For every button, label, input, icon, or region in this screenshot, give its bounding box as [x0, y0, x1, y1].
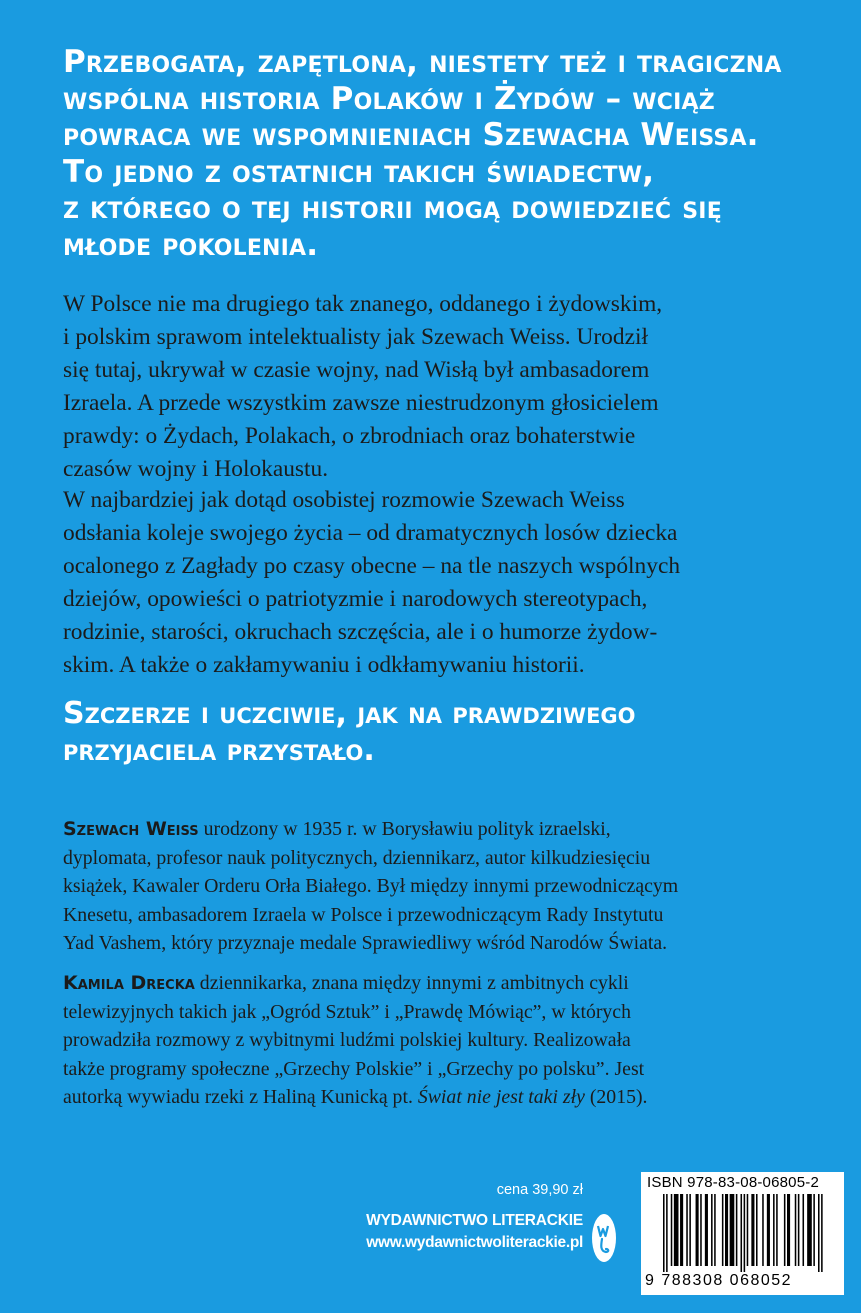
barcode-bar [736, 1194, 738, 1266]
isbn-barcode [641, 1172, 844, 1295]
barcode-bar [803, 1194, 805, 1266]
barcode-bar [705, 1194, 708, 1266]
bio-text: dziennikarka, znana między innymi z ambitnych cykli [194, 972, 629, 994]
author-name: Szewach Weiss [63, 818, 199, 840]
barcode-bar [741, 1194, 743, 1272]
barcode-bar [689, 1194, 691, 1266]
barcode-bar [756, 1194, 758, 1266]
publisher-url: www.wydawnictwoliterackie.pl [366, 1234, 583, 1251]
barcode-bar [680, 1194, 683, 1266]
text-line: Izraela. A przede wszystkim zawsze niestrudzonym głosicielem [63, 390, 659, 416]
barcode-bar [711, 1194, 713, 1266]
barcode-bar [798, 1194, 800, 1266]
publisher-block [366, 1180, 583, 1254]
bio-text: autorką wywiadu rzeki z Haliną Kunicką pt. [63, 1086, 418, 1109]
barcode-bar [818, 1194, 820, 1272]
barcode-bar [686, 1194, 688, 1266]
text-line: W najbardziej jak dotąd osobistej rozmowie Szewach Weiss [63, 487, 625, 513]
price-label: cena 39,90 zł [496, 1182, 583, 1198]
bio-kamila-drecka [63, 969, 843, 1112]
barcode-bar [795, 1194, 797, 1266]
barcode-bar [730, 1194, 735, 1266]
barcode-bar [663, 1194, 665, 1272]
bio-first-line [63, 815, 843, 844]
text-line: prawdy: o Żydach, Polakach, o zbrodniach oraz bohaterstwie [63, 423, 636, 449]
barcode-bar [666, 1194, 668, 1272]
barcode-digits: 9 788308 068052 [645, 1272, 793, 1289]
lead-blurb [63, 44, 843, 264]
barcode-bar [747, 1194, 749, 1266]
barcode-bar [807, 1194, 812, 1266]
barcode-bar [767, 1194, 770, 1266]
closing-blurb [63, 695, 843, 769]
text-line: dziejów, opowieści o patriotyzmie i narodowych stereotypach, [63, 586, 648, 612]
bio-line: Knesetu, ambasadorem Izraela w Polsce i przewodniczącym Rady Instytutu [63, 903, 664, 926]
barcode-bar [722, 1194, 724, 1266]
book-title: Świat nie jest taki zły [417, 1086, 585, 1109]
barcode-bar [671, 1194, 673, 1266]
lead-line: To jedno z ostatnich takich świadectw, [63, 153, 655, 190]
bio-line: Yad Vashem, który przyznaje medale Sprawiedliwy wśród Narodów Świata. [63, 932, 668, 955]
barcode-bar [776, 1194, 778, 1266]
barcode-bar [696, 1194, 699, 1266]
barcode-bar [762, 1194, 764, 1266]
text-line: skim. A także o zakłamywaniu i odkłamywaniu historii. [63, 652, 585, 678]
bio-text: (2015). [584, 1086, 648, 1109]
bio-line: książek, Kawaler Orderu Orła Białego. Był między innymi przewodniczącym [63, 875, 679, 898]
barcode-bar [744, 1194, 746, 1272]
author-name: Kamila Drecka [63, 972, 195, 994]
text-line: ocalonego z Zagłady po czasy obecne – na tle naszych wspólnych [63, 553, 681, 579]
barcode-bar [787, 1194, 790, 1266]
barcode-icon [663, 1194, 833, 1272]
text-line: i polskim sprawom intelektualisty jak Szewach Weiss. Urodził [63, 324, 648, 350]
barcode-bar [714, 1194, 716, 1266]
bio-line: telewizyjnych takich jak „Ogród Sztuk” i „Prawdę Mówiąc”, w których [63, 1000, 631, 1023]
closing-line: przyjaciela przystało. [63, 733, 375, 768]
bio-text: urodzony w 1935 r. w Borysławiu polityk izraelski, [198, 818, 611, 840]
bio-line: dyplomata, profesor nauk politycznych, dziennikarz, autor kilkudziesięciu [63, 846, 651, 869]
paragraph-intro [63, 288, 833, 486]
isbn-label: ISBN 978-83-08-06805-2 [647, 1174, 820, 1191]
barcode-bar [821, 1194, 823, 1272]
lead-line: z którego o tej historii mogą dowiedzieć się [63, 190, 722, 227]
bio-line: prowadziła rozmowy z wybitnymi ludźmi polskiej kultury. Realizowała [63, 1029, 631, 1052]
lead-line: Przebogata, zapętlona, niestety też i tragiczna [63, 44, 782, 80]
bio-line: także programy społeczne „Grzechy Polskie” i „Grzechy po polsku”. Jest [63, 1057, 645, 1080]
barcode-bar [700, 1194, 702, 1266]
closing-line: Szczerze i uczciwie, jak na prawdziwego [63, 696, 636, 731]
text-line: W Polsce nie ma drugiego tak znanego, oddanego i żydowskim, [63, 291, 663, 317]
barcode-bar [751, 1194, 754, 1266]
bio-szewach-weiss [63, 815, 843, 958]
text-line: odsłania koleje swojego życia – od dramatycznych losów dziecka [63, 520, 678, 546]
text-line: rodzinie, starości, okruchach szczęścia, ale i o humorze żydow- [63, 619, 658, 645]
paragraph-conversation [63, 484, 833, 682]
barcode-bar [725, 1194, 728, 1266]
bio-last-line [63, 1083, 843, 1112]
barcode-bar [784, 1194, 786, 1266]
lead-line: powraca we wspomnieniach Szewacha Weissa. [63, 117, 759, 154]
lead-line: wspólna historia Polaków i Żydów – wciąż [63, 80, 715, 117]
barcode-bar [813, 1194, 815, 1266]
text-line: czasów wojny i Holokaustu. [63, 456, 329, 482]
text-line: się tutaj, ukrywał w czasie wojny, nad Wisłą był ambasadorem [63, 357, 650, 383]
barcode-bar [773, 1194, 775, 1266]
barcode-bar [674, 1194, 679, 1266]
publisher-name: WYDAWNICTWO LITERACKIE [366, 1212, 583, 1229]
lead-line: młode pokolenia. [63, 226, 319, 263]
wl-publisher-logo-icon [590, 1212, 618, 1264]
bio-first-line [63, 969, 843, 998]
